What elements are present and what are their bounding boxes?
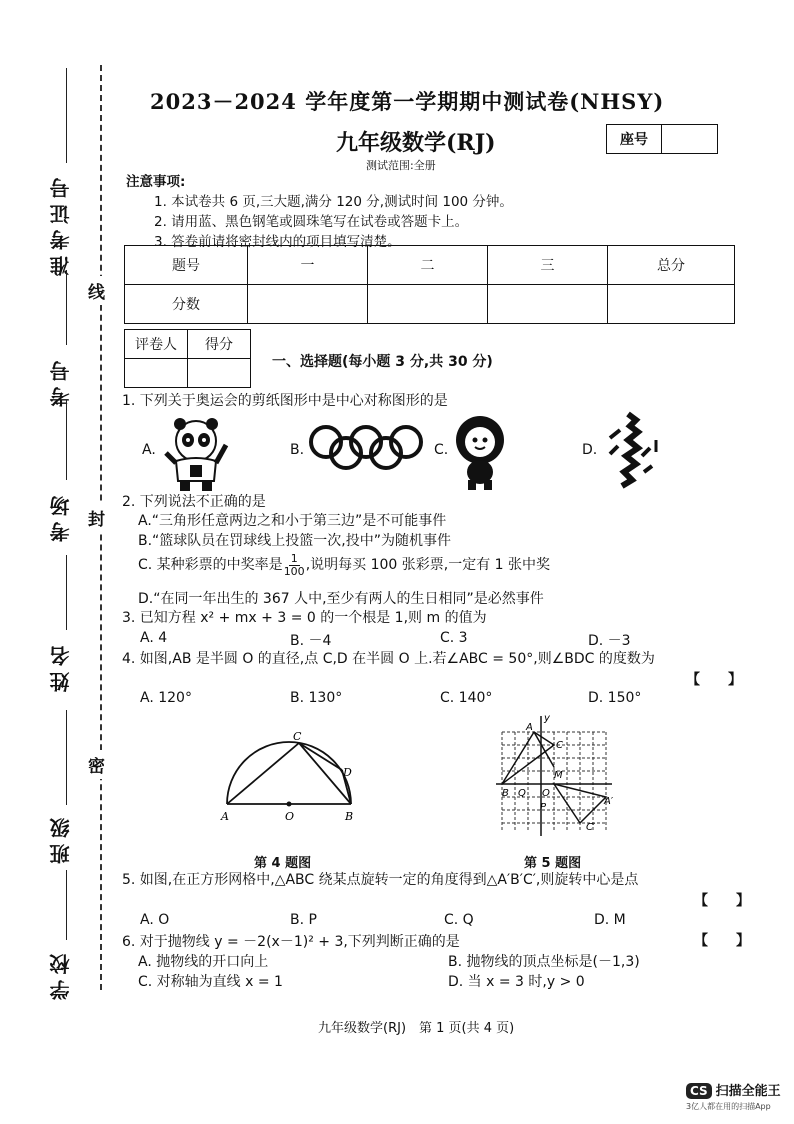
q5-option-c: C. Q: [444, 912, 474, 928]
q3-stem: 3. 已知方程 x² + mx + 3 = 0 的一个根是 1,则 m 的值为: [122, 610, 487, 626]
fraction-numerator: 1: [290, 552, 298, 565]
page-footer: 九年级数学(RJ) 第 1 页(共 4 页): [318, 1021, 515, 1036]
q1-option-d: D.: [582, 442, 598, 458]
fraction-denominator: 100: [283, 565, 305, 578]
q3-option-b: B. －4: [290, 633, 332, 649]
note-item: 2. 请用蓝、黑色钢笔或圆珠笔写在试卷或答题卡上。: [154, 214, 469, 230]
score-header-cell: 总分: [608, 246, 735, 285]
blank-line-xx: [66, 870, 67, 940]
q2-option-c-post: ,说明每买 100 张彩票,一定有 1 张中奖: [305, 557, 551, 573]
fig5-label-a-prime: A′: [604, 796, 614, 807]
q2-option-a: A.“三角形任意两边之和小于第三边”是不可能事件: [138, 513, 447, 529]
blank-line-kc: [66, 400, 67, 480]
score-header-cell: 一: [248, 246, 368, 285]
q6-option-a: A. 抛物线的开口向上: [138, 954, 269, 970]
q2-option-c-pre: C. 某种彩票的中奖率是: [138, 557, 283, 573]
fig4-label-b: B: [345, 810, 354, 823]
q1-stem: 1. 下列关于奥运会的剪纸图形中是中心对称图形的是: [122, 393, 448, 409]
fig5-label-c-prime: C′: [586, 822, 596, 833]
exam-title: 2023－2024 学年度第一学期期中测试卷(NHSY): [150, 89, 665, 114]
score-label: 得分: [188, 330, 251, 359]
fig4-label-a: A: [221, 810, 229, 823]
seat-number-box: [606, 124, 718, 154]
fig5-label-b: B: [502, 788, 509, 799]
blank-line-xm: [66, 555, 67, 630]
section-heading: 一、选择题(每小题 3 分,共 30 分): [272, 354, 493, 370]
fraction: [284, 553, 305, 578]
panda-papercut-icon: [160, 415, 232, 493]
blank-line-kh: [66, 270, 67, 345]
figure-5-caption: 第 5 题图: [524, 856, 582, 871]
score-blank-cell: [608, 285, 735, 324]
fig5-label-a: A: [526, 722, 533, 733]
fig5-label-q: Q: [518, 788, 526, 799]
fig5-label-c: C: [556, 740, 563, 751]
q1-option-c: C.: [434, 442, 449, 458]
q2-option-c: [138, 553, 550, 578]
grader-label: 评卷人: [125, 330, 188, 359]
field-zkzh: 准考证号: [49, 172, 73, 276]
olympic-rings-icon: [306, 424, 426, 470]
q6-answer-bracket: 【 】: [694, 933, 750, 949]
score-blank-cell: [488, 285, 608, 324]
score-blank-cell: [248, 285, 368, 324]
q2-option-b: B.“篮球队员在罚球线上投篮一次,投中”为随机事件: [138, 533, 452, 549]
score-table: [124, 245, 735, 324]
q5-stem: 5. 如图,在正方形网格中,△ABC 绕某点旋转一定的角度得到△A′B′C′,则旋转中心是点: [122, 872, 639, 888]
q5-answer-bracket: 【 】: [694, 893, 750, 909]
field-kh: 考号: [49, 355, 73, 407]
q3-option-a: A. 4: [140, 630, 168, 646]
q5-option-d: D. M: [594, 912, 626, 928]
figure-4-caption: 第 4 题图: [254, 856, 312, 871]
seal-char-feng: 封: [88, 503, 105, 532]
fig5-label-o: O: [542, 788, 550, 799]
scanner-watermark: [686, 1080, 781, 1112]
fig5-label-m: M: [554, 770, 563, 781]
q6-stem: 6. 对于抛物线 y = －2(x－1)² + 3,下列判断正确的是: [122, 934, 460, 950]
q4-stem: 4. 如图,AB 是半圆 O 的直径,点 C,D 在半圆 O 上.若∠ABC = 50°,则∠BDC 的度数为: [122, 651, 655, 667]
note-item: 3. 答卷前请将密封线内的项目填写清楚。: [154, 234, 401, 250]
score-blank-cell: [368, 285, 488, 324]
q4-option-b: B. 130°: [290, 690, 343, 706]
field-kc: 考场: [49, 490, 73, 542]
figure-5-grid-rotation: [496, 712, 620, 842]
q4-option-a: A. 120°: [140, 690, 192, 706]
figure-4-semicircle: [215, 728, 365, 824]
q2-stem: 2. 下列说法不正确的是: [122, 494, 266, 510]
fig5-label-p: P: [540, 802, 547, 813]
q6-option-b: B. 抛物线的顶点坐标是(－1,3): [448, 954, 640, 970]
score-row-label: 分数: [125, 285, 248, 324]
q5-option-a: A. O: [140, 912, 170, 928]
note-item: 1. 本试卷共 6 页,三大题,满分 120 分,测试时间 100 分钟。: [154, 194, 513, 210]
field-bj: 班级: [49, 812, 73, 864]
notes: [126, 172, 513, 252]
mascot-papercut-icon: [450, 414, 510, 492]
chinese-papercut-icon: [598, 410, 660, 490]
blank-line-bj: [66, 710, 67, 805]
fig5-label-y: y: [544, 713, 550, 724]
fig4-label-o: O: [285, 810, 295, 823]
q6-option-c: C. 对称轴为直线 x = 1: [138, 974, 283, 990]
grader-table: [124, 329, 251, 388]
score-header-cell: 二: [368, 246, 488, 285]
q3-option-c: C. 3: [440, 630, 468, 646]
scanner-name: 扫描全能王: [715, 1084, 781, 1099]
q4-option-d: D. 150°: [588, 690, 642, 706]
scanner-tagline: 3亿人都在用的扫描App: [686, 1102, 771, 1111]
q2-option-d: D.“在同一年出生的 367 人中,至少有两人的生日相同”是必然事件: [138, 591, 544, 607]
seal-char-mi: 密: [88, 750, 105, 779]
q1-option-b: B.: [290, 442, 305, 458]
q1-option-a: A.: [142, 442, 156, 458]
q5-option-b: B. P: [290, 912, 317, 928]
scanner-logo-icon: CS: [686, 1083, 712, 1099]
q3-option-d: D. －3: [588, 633, 631, 649]
test-scope: 测试范围:全册: [366, 159, 436, 172]
seat-blank: [662, 125, 717, 153]
seat-label: 座号: [607, 125, 662, 153]
score-header-cell: 三: [488, 246, 608, 285]
score-blank: [188, 359, 251, 388]
fig4-label-d: D: [343, 766, 352, 779]
score-header-cell: 题号: [125, 246, 248, 285]
exam-subtitle: 九年级数学(RJ): [336, 130, 496, 156]
seal-char-xian: 线: [88, 276, 105, 305]
q4-answer-bracket: 【 】: [686, 672, 742, 688]
field-xx: 学校: [49, 948, 73, 1000]
notes-heading: 注意事项:: [126, 174, 186, 190]
field-xm: 姓名: [49, 640, 73, 692]
q6-option-d: D. 当 x = 3 时,y > 0: [448, 974, 585, 990]
fig4-label-c: C: [293, 730, 302, 743]
q4-option-c: C. 140°: [440, 690, 493, 706]
blank-line-zkzh: [66, 68, 67, 163]
grader-blank: [125, 359, 188, 388]
